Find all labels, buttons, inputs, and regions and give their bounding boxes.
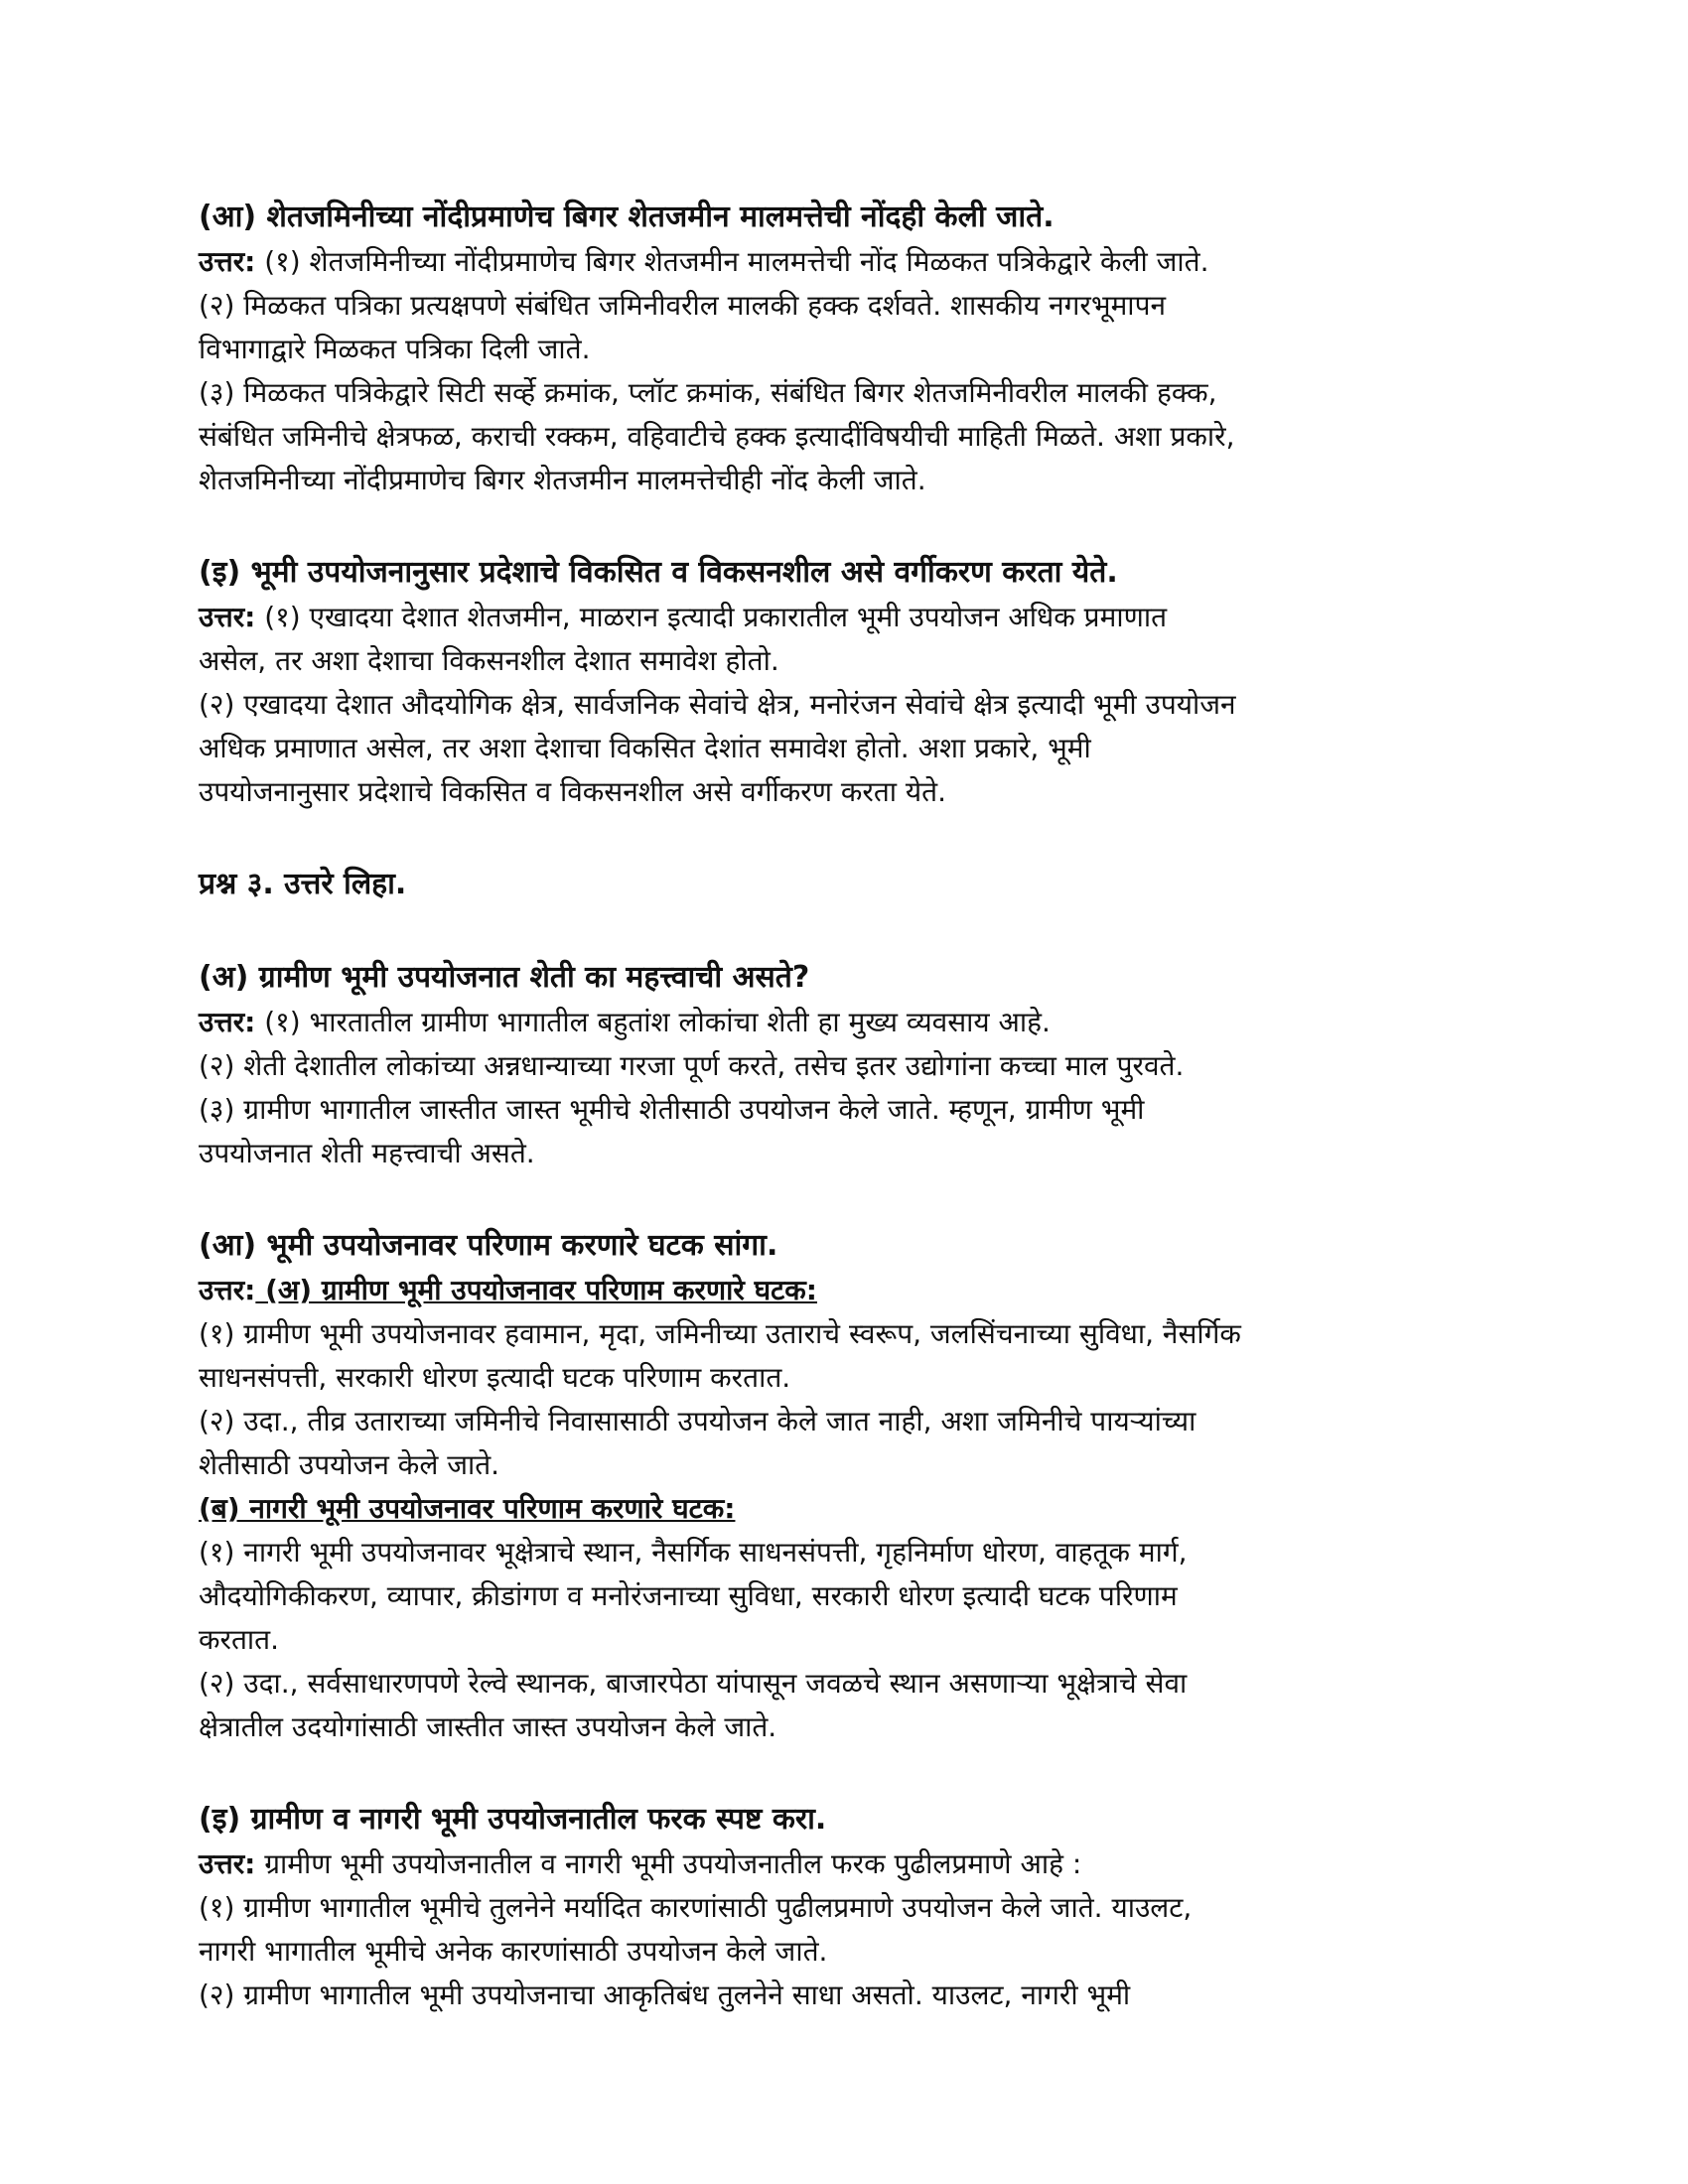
section-aa-property-records — [199, 195, 1509, 502]
answer-line: उत्तर: ग्रामीण भूमी उपयोजनातील व नागरी भूमी उपयोजनातील फरक पुढीलप्रमाणे आहे : — [199, 1847, 1082, 1880]
answer-line: (२) ग्रामीण भागातील भूमी उपयोजनाचा आकृतिबंध तुलनेने साधा असतो. याउलट, नागरी भूमी — [199, 1979, 1131, 2011]
answer-line: (२) उदा., सर्वसाधारणपणे रेल्वे स्थानक, बाजारपेठा यांपासून जवळचे स्थान असणाऱ्या भूक्षेत्राचे सेवा — [199, 1667, 1188, 1700]
answer-line: शेतीसाठी उपयोजन केले जाते. — [199, 1448, 500, 1481]
answer-line: उत्तर: (१) भारतातील ग्रामीण भागातील बहुतांश लोकांचा शेती हा मुख्य व्यवसाय आहे. — [199, 1006, 1051, 1038]
answer-line: अधिक प्रमाणात असेल, तर अशा देशाचा विकसित देशांत समावेश होतो. अशा प्रकारे, भूमी — [199, 732, 1091, 764]
answer-line: (२) शेती देशातील लोकांच्या अन्नधान्याच्या गरजा पूर्ण करते, तसेच इतर उद्योगांना कच्चा माल पुरवते. — [199, 1049, 1185, 1082]
question-heading: (इ) भूमी उपयोजनानुसार प्रदेशाचे विकसित व विकसनशील असे वर्गीकरण करता येते. — [199, 555, 1118, 590]
question-heading: (अ) ग्रामीण भूमी उपयोजनात शेती का महत्त्वाची असते? — [199, 960, 810, 995]
answer-line: संबंधित जमिनीचे क्षेत्रफळ, कराची रक्कम, वहिवाटीचे हक्क इत्यादींविषयीची माहिती मिळते. अशा प्रकारे, — [199, 420, 1235, 453]
answer-label: उत्तर: — [199, 1274, 256, 1306]
answer-line: औदयोगिकीकरण, व्यापार, क्रीडांगण व मनोरंजनाच्या सुविधा, सरकारी धोरण इत्यादी घटक परिणाम — [199, 1579, 1178, 1612]
answer-line: साधनसंपत्ती, सरकारी धोरण इत्यादी घटक परिणाम करतात. — [199, 1361, 791, 1394]
answer-line: (२) उदा., तीव्र उताराच्या जमिनीचे निवासासाठी उपयोजन केले जात नाही, अशा जमिनीचे पायऱ्यांच्या — [199, 1405, 1196, 1437]
answer-label: उत्तर: — [199, 1006, 256, 1038]
answer-line: (३) मिळकत पत्रिकेद्वारे सिटी सर्व्हे क्रमांक, प्लॉट क्रमांक, संबंधित बिगर शेतजमिनीवरील मालकी हक्क, — [199, 376, 1217, 409]
subheading-rural-factors: (अ) ग्रामीण भूमी उपयोजनावर परिणाम करणारे घटक: — [255, 1274, 817, 1306]
question-heading: (आ) शेतजमिनीच्या नोंदीप्रमाणेच बिगर शेतजमीन मालमत्तेची नोंदही केली जाते. — [199, 200, 1055, 234]
answer-label: उत्तर: — [199, 245, 256, 278]
answer-line: उत्तर: (१) शेतजमिनीच्या नोंदीप्रमाणेच बिगर शेतजमीन मालमत्तेची नोंद मिळकत पत्रिकेद्वारे केली जाते. — [199, 245, 1209, 278]
answer-line — [199, 1269, 1509, 1312]
answer-line: (२) मिळकत पत्रिका प्रत्यक्षपणे संबंधित जमिनीवरील मालकी हक्क दर्शवते. शासकीय नगरभूमापन — [199, 289, 1167, 322]
section-q3-a-agriculture — [199, 955, 1509, 1175]
section-i-classification — [199, 550, 1509, 814]
answer-label: उत्तर: — [199, 601, 256, 633]
answer-line — [199, 1487, 1509, 1531]
section-q3-i-differences — [199, 1797, 1509, 2017]
answer-line: विभागाद्वारे मिळकत पत्रिका दिली जाते. — [199, 333, 591, 365]
answer-line: उपयोजनात शेती महत्त्वाची असते. — [199, 1137, 535, 1169]
answer-line: (२) एखादया देशात औदयोगिक क्षेत्र, सार्वजनिक सेवांचे क्षेत्र, मनोरंजन सेवांचे क्षेत्र इत्यादी भूमी उपयोजन — [199, 688, 1236, 721]
answer-line: उपयोजनानुसार प्रदेशाचे विकसित व विकसनशील असे वर्गीकरण करता येते. — [199, 775, 947, 808]
subheading-urban-factors: (ब) नागरी भूमी उपयोजनावर परिणाम करणारे घटक: — [199, 1492, 736, 1525]
document-page — [199, 195, 1509, 2065]
question-heading: (इ) ग्रामीण व नागरी भूमी उपयोजनातील फरक स्पष्ट करा. — [199, 1802, 827, 1837]
answer-line: शेतजमिनीच्या नोंदीप्रमाणेच बिगर शेतजमीन मालमत्तेचीही नोंद केली जाते. — [199, 464, 926, 496]
answer-line: (१) ग्रामीण भागातील भूमीचे तुलनेने मर्यादित कारणांसाठी पुढीलप्रमाणे उपयोजन केले जाते. याउलट, — [199, 1891, 1193, 1924]
answer-line: (१) नागरी भूमी उपयोजनावर भूक्षेत्राचे स्थान, नैसर्गिक साधनसंपत्ती, गृहनिर्माण धोरण, वाहतूक मार्ग, — [199, 1536, 1188, 1569]
answer-line: असेल, तर अशा देशाचा विकसनशील देशात समावेश होतो. — [199, 644, 779, 677]
main-question-heading: प्रश्न ३. उत्तरे लिहा. — [199, 867, 407, 901]
section-q3-aa-factors — [199, 1223, 1509, 1749]
answer-line: नागरी भागातील भूमीचे अनेक कारणांसाठी उपयोजन केले जाते. — [199, 1935, 828, 1968]
answer-line: उत्तर: (१) एखादया देशात शेतजमीन, माळरान इत्यादी प्रकारातील भूमी उपयोजन अधिक प्रमाणात — [199, 601, 1168, 633]
answer-label: उत्तर: — [199, 1847, 256, 1880]
answer-line: क्षेत्रातील उदयोगांसाठी जास्तीत जास्त उपयोजन केले जाते. — [199, 1710, 777, 1743]
answer-line: करतात. — [199, 1623, 280, 1656]
question-heading: (आ) भूमी उपयोजनावर परिणाम करणारे घटक सांगा. — [199, 1228, 778, 1263]
answer-line: (३) ग्रामीण भागातील जास्तीत जास्त भूमीचे शेतीसाठी उपयोजन केले जाते. म्हणून, ग्रामीण भूमी — [199, 1093, 1145, 1126]
answer-line: (१) ग्रामीण भूमी उपयोजनावर हवामान, मृदा, जमिनीच्या उताराचे स्वरूप, जलसिंचनाच्या सुविधा, नैसर्गिक — [199, 1317, 1241, 1350]
